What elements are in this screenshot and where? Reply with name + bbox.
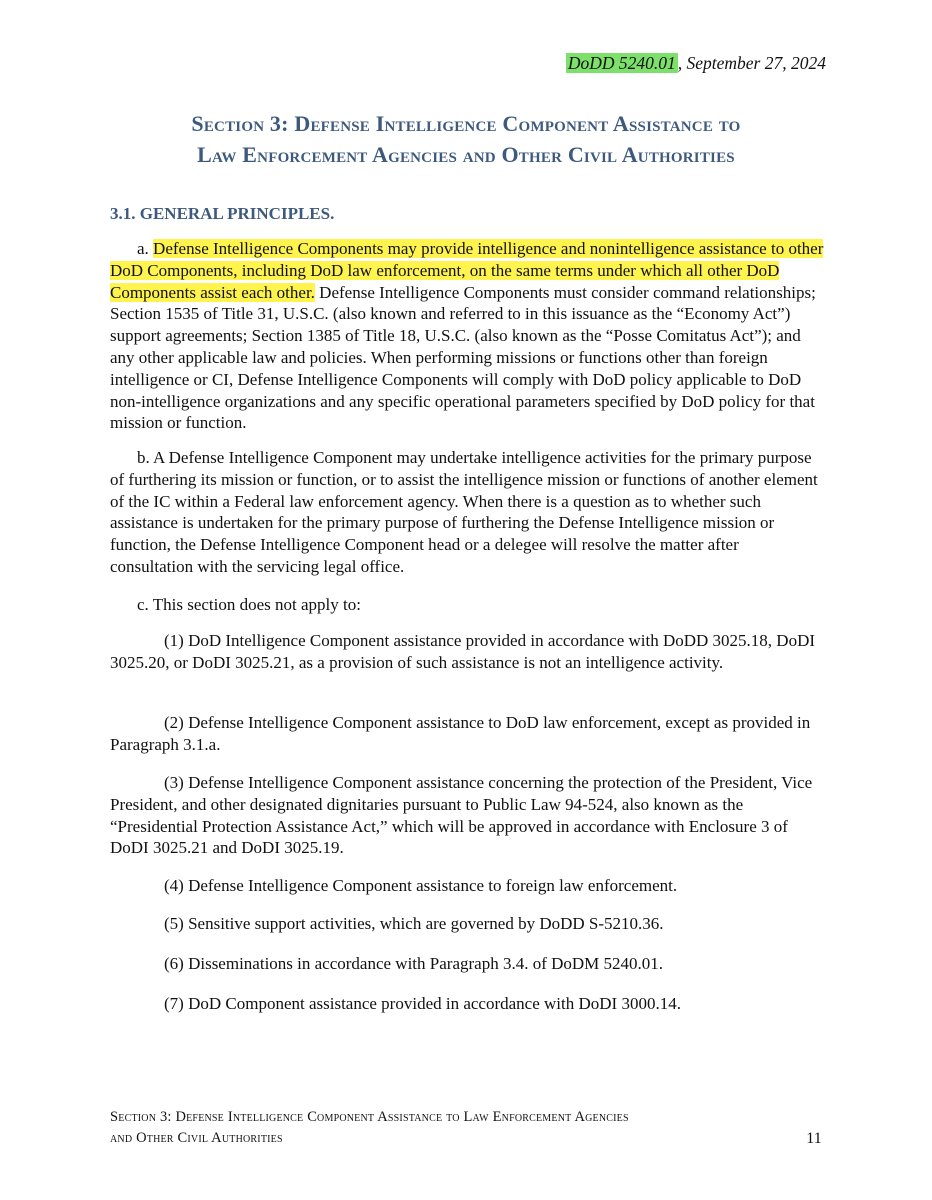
paragraph-b: b. A Defense Intelligence Component may undertake intelligence activities for the primary purpose of furthering its mission or function, or to assist the intelligence mission or functions of another element of the IC within a Federal law enforcement agency. When there is a question as to whether such assistance is undertaken for the primary purpose of furthering the Defense Intelligence mission or function, the Defense Intelligence Component head or a delegee will resolve the matter after consultation with the servicing legal office. [110,448,818,576]
list-item: (4) Defense Intelligence Component assistance to foreign law enforcement. [164,876,678,895]
list-item-6-block [110,953,826,975]
section-title-line-2: Law Enforcement Agencies and Other Civil Authorities [197,142,735,167]
paragraph-a-highlighted: Defense Intelligence Components may provide intelligence and nonintelligence assistance to other DoD Components, including DoD law enforcement, on the same terms under which all other DoD Components assist each other. [110,239,824,302]
section-title-line-1: Section 3: Defense Intelligence Component Assistance to [191,111,741,136]
paragraph-a-text: Defense Intelligence Components must consider command relationships; Section 1535 of Title 31, U.S.C. (also known and referred to in this issuance as the “Economy Act”) support agreements; Section 1385 of Title 18, U.S.C. (also known as the “Posse Comitatus Act”); and any other applicable law and policies. When performing missions or functions other than foreign intelligence or CI, Defense Intelligence Components will comply with DoD policy applicable to DoD non-intelligence organizations and any specific operational parameters specified by DoD policy for that mission or function. [110,282,816,433]
paragraph-b-block [110,447,826,578]
list-item-3-block [110,772,826,859]
list-item: (5) Sensitive support activities, which are governed by DoDD S-5210.36. [164,914,664,933]
footer-title-line-2: and Other Civil Authorities [110,1130,283,1146]
list-item-4-block [110,875,826,897]
section-title [80,108,852,170]
list-item: (2) Defense Intelligence Component assistance to DoD law enforcement, except as provided in Paragraph 3.1.a. [110,713,811,754]
list-item-2-block [110,712,826,756]
paragraph-a-label: a. [137,239,154,258]
paragraph-a [110,238,826,434]
document-date: , September 27, 2024 [677,53,826,73]
list-item: (7) DoD Component assistance provided in accordance with DoDI 3000.14. [164,994,681,1013]
paragraph-c: c. This section does not apply to: [137,595,361,614]
footer-title-line-1: Section 3: Defense Intelligence Component Assistance to Law Enforcement Agencies [110,1109,629,1125]
document-id: DoDD 5240.01 [567,53,676,73]
list-item-1-block [110,630,826,674]
page-footer [110,1107,822,1149]
page-number: 11 [806,1130,822,1147]
list-item: (1) DoD Intelligence Component assistance provided in accordance with DoDD 3025.18, DoDI 3025.20, or DoDI 3025.21, as a provision of such assistance is not an intelligence activity. [110,631,816,672]
list-item: (3) Defense Intelligence Component assistance concerning the protection of the President, Vice President, and other designated dignitaries pursuant to Public Law 94-524, also known as the “Presidential Protection Assistance Act,” which will be approved in accordance with Enclosure 3 of DoDI 3025.21 and DoDI 3025.19. [110,773,813,858]
list-item-5-block [110,913,826,935]
document-header [566,50,826,76]
list-item: (6) Disseminations in accordance with Paragraph 3.4. of DoDM 5240.01. [164,954,664,973]
subsection-title: 3.1. GENERAL PRINCIPLES. [110,204,335,223]
paragraph-c-block [110,594,826,616]
list-item-7-block [110,993,826,1015]
